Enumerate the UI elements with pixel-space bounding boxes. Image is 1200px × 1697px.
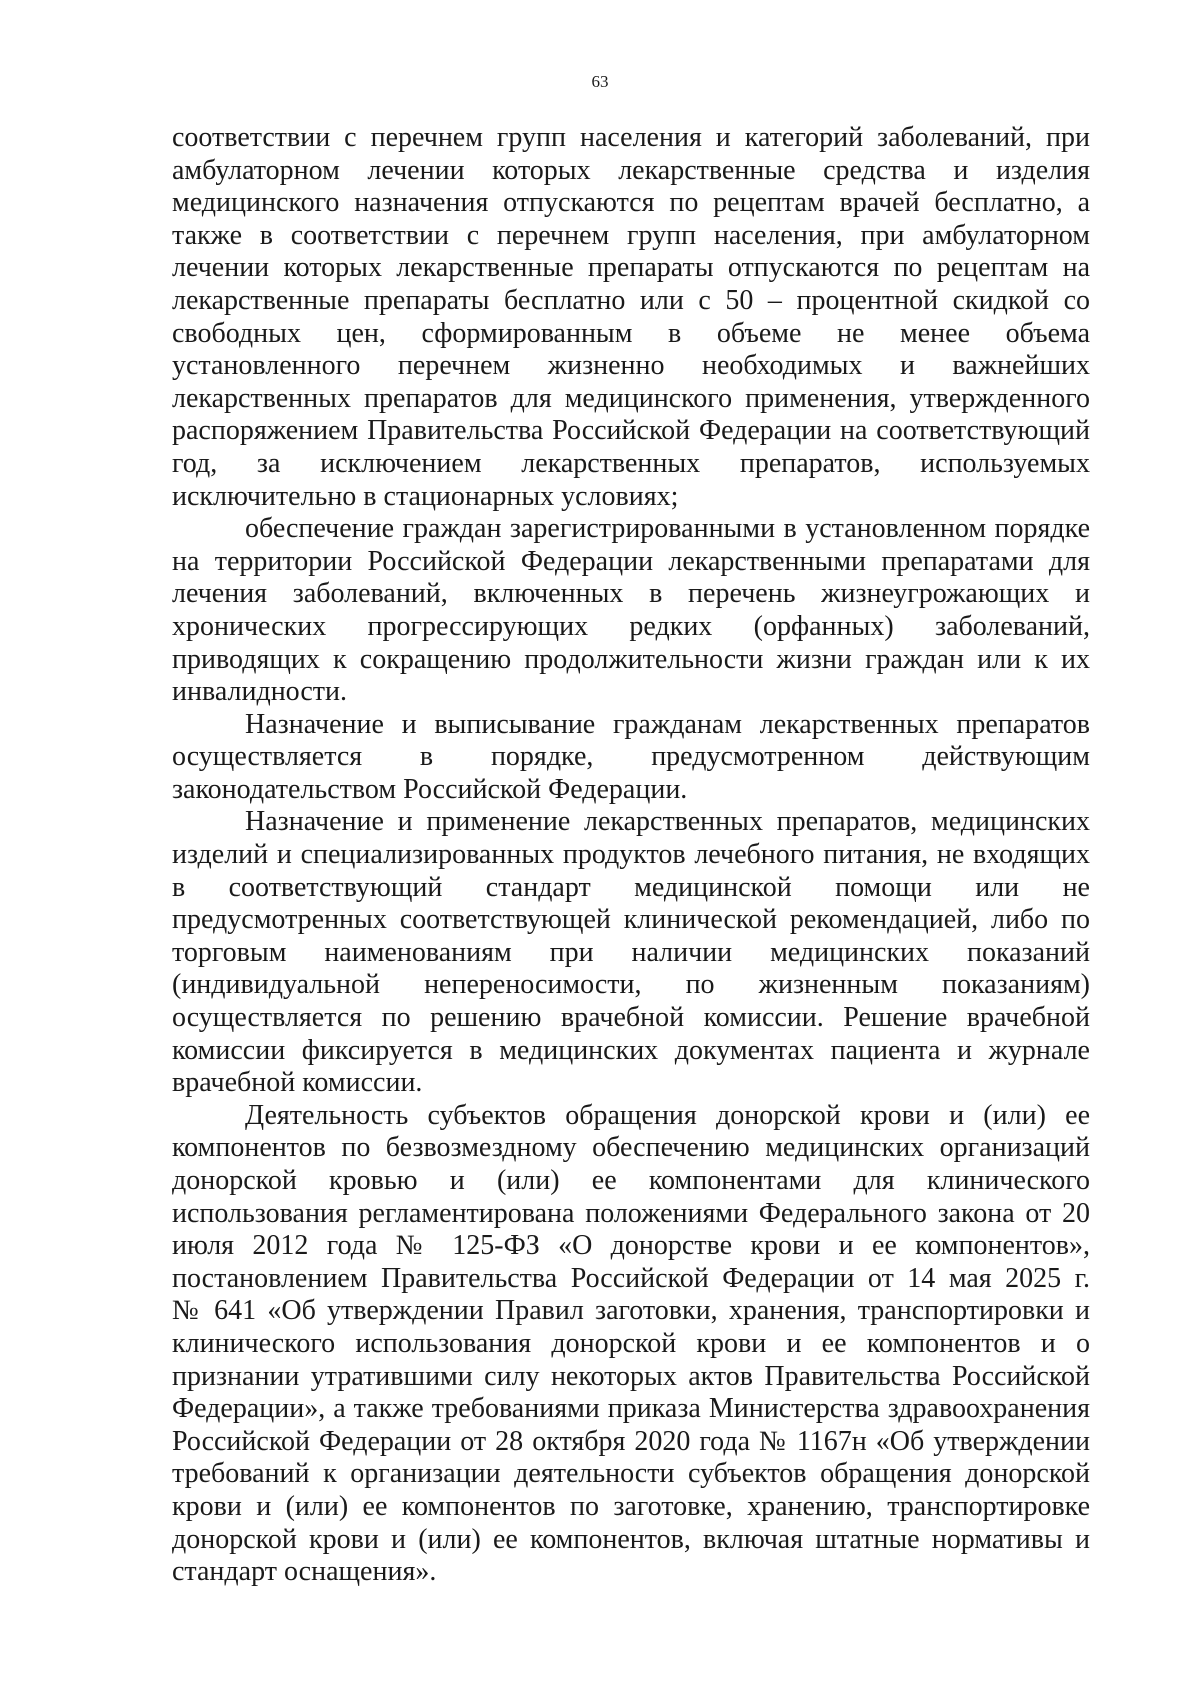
text-line: лекарственные препараты бесплатно или с 50 – процентной скидкой со: [172, 284, 1090, 316]
text-line: крови и (или) ее компонентов по заготовке, хранению, транспортировке: [172, 1490, 1090, 1522]
text-line: предусмотренных соответствующей клинической рекомендацией, либо по: [172, 904, 1090, 936]
text-line: торговым наименованиям при наличии медицинских показаний: [172, 936, 1090, 968]
text-line: компонентов по безвозмездному обеспечению медицинских организаций: [172, 1132, 1090, 1164]
paragraph-4: [172, 806, 1090, 1099]
text-line: установленного перечнем жизненно необходимых и важнейших: [172, 350, 1090, 382]
text-line: (индивидуальной непереносимости, по жизненным показаниям): [172, 969, 1090, 1001]
text-line: изделий и специализированных продуктов лечебного питания, не входящих: [172, 839, 1090, 871]
text-line: комиссии фиксируется в медицинских документах пациента и журнале: [172, 1034, 1090, 1066]
text-line: приводящих к сокращению продолжительности жизни граждан или к их: [172, 643, 1090, 675]
text-line: свободных цен, сформированным в объеме не менее объема: [172, 317, 1090, 349]
text-line: признании утратившими силу некоторых актов Правительства Российской: [172, 1360, 1090, 1392]
text-line: также в соответствии с перечнем групп населения, при амбулаторном: [172, 219, 1090, 251]
text-line: донорской кровью и (или) ее компонентами для клинического: [172, 1165, 1090, 1196]
text-line: соответствии с перечнем групп населения и категорий заболеваний, при: [172, 122, 1090, 153]
text-line: врачебной комиссии.: [172, 1067, 423, 1099]
text-line: стандарт оснащения».: [172, 1556, 437, 1588]
paragraph-5: [172, 1100, 1090, 1589]
text-line: использования регламентирована положениями Федерального закона от 20: [172, 1197, 1090, 1229]
text-line: исключительно в стационарных условиях;: [172, 480, 679, 512]
text-line: инвалидности.: [172, 676, 348, 708]
text-line: Назначение и применение лекарственных препаратов, медицинских: [245, 806, 1090, 838]
text-line: Деятельность субъектов обращения донорской крови и (или) ее: [245, 1099, 1090, 1131]
text-line: законодательством Российской Федерации.: [172, 773, 688, 805]
text-line: обеспечение граждан зарегистрированными в установленном порядке: [245, 513, 1090, 545]
paragraph-2: [172, 513, 1090, 709]
text-line: распоряжением Правительства Российской Федерации на соответствующий: [172, 415, 1090, 447]
text-line: донорской крови и (или) ее компонентов, включая штатные нормативы и: [172, 1523, 1090, 1555]
text-line: в соответствующий стандарт медицинской помощи или не: [172, 871, 1090, 903]
text-line: Назначение и выписывание гражданам лекарственных препаратов: [245, 708, 1090, 740]
document-body: [172, 122, 1090, 1589]
text-line: Федерации», а также требованиями приказа Министерства здравоохранения: [172, 1393, 1090, 1425]
text-line: осуществляется в порядке, предусмотренном действующим: [172, 741, 1090, 773]
text-line: медицинского назначения отпускаются по рецептам врачей бесплатно, а: [172, 187, 1090, 219]
text-line: требований к организации деятельности субъектов обращения донорской: [172, 1458, 1090, 1490]
text-line: лечения заболеваний, включенных в перечень жизнеугрожающих и: [172, 578, 1090, 610]
text-line: год, за исключением лекарственных препаратов, используемых: [172, 447, 1090, 479]
text-line: осуществляется по решению врачебной комиссии. Решение врачебной: [172, 1002, 1090, 1034]
text-line: на территории Российской Федерации лекарственными препаратами для: [172, 545, 1090, 577]
paragraph-1: [172, 122, 1090, 513]
text-line: амбулаторном лечении которых лекарственные средства и изделия: [172, 154, 1090, 186]
text-line: июля 2012 года № 125-ФЗ «О донорстве крови и ее компонентов»,: [172, 1230, 1090, 1262]
text-line: хронических прогрессирующих редких (орфанных) заболеваний,: [172, 610, 1090, 642]
page-number: 63: [591, 72, 609, 91]
text-line: Российской Федерации от 28 октября 2020 года № 1167н «Об утверждении: [172, 1425, 1090, 1457]
paragraph-3: [172, 709, 1090, 807]
text-line: № 641 «Об утверждении Правил заготовки, хранения, транспортировки и: [172, 1295, 1090, 1327]
text-line: лекарственных препаратов для медицинского применения, утвержденного: [172, 382, 1090, 414]
text-line: постановлением Правительства Российской Федерации от 14 мая 2025 г.: [172, 1262, 1090, 1294]
text-line: клинического использования донорской крови и ее компонентов и о: [172, 1327, 1090, 1359]
text-line: лечении которых лекарственные препараты отпускаются по рецептам на: [172, 252, 1090, 284]
